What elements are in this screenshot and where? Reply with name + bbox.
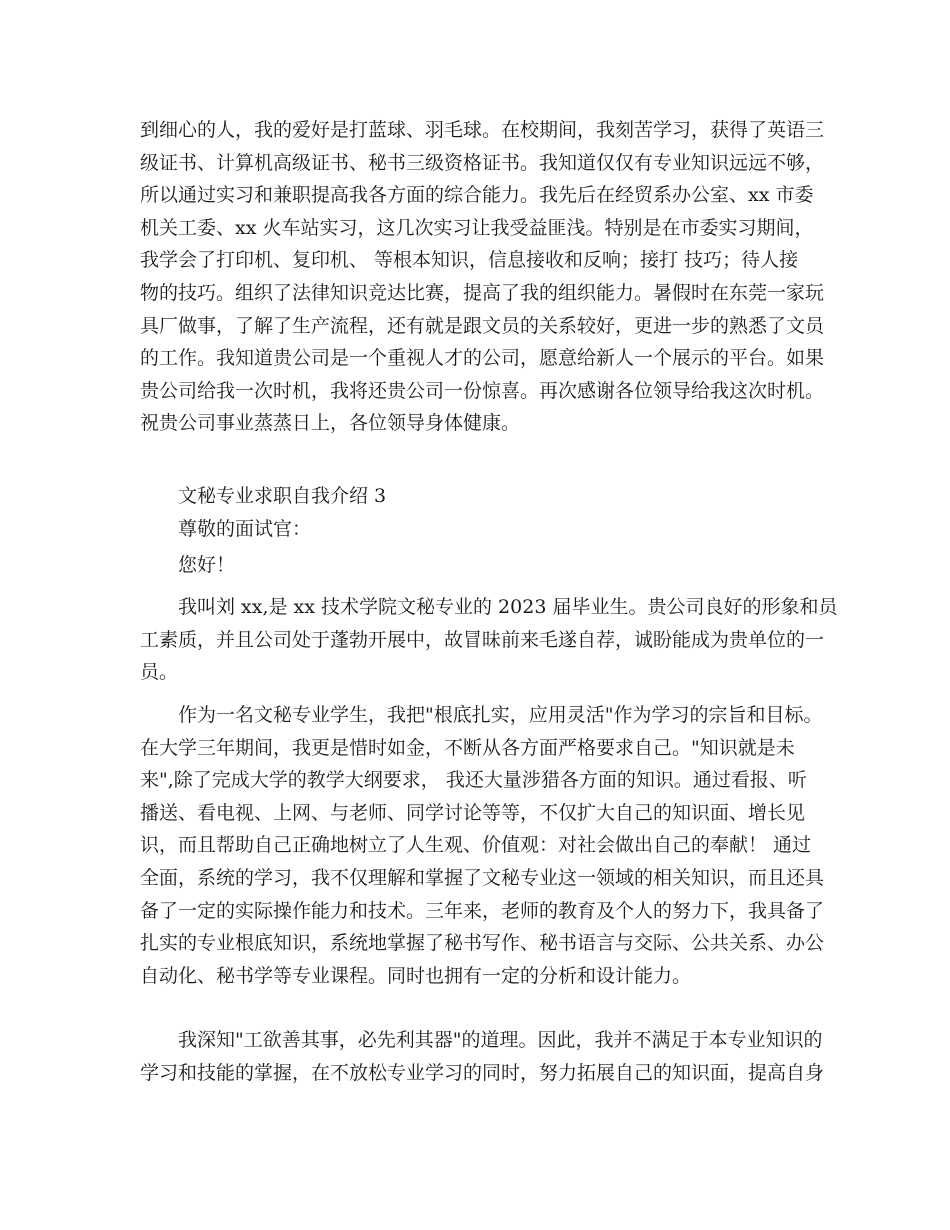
paragraph-continuation: [140, 115, 825, 441]
text-line: 全面，系统的学习，我不仅理解和掌握了文秘专业这一领域的相关知识，而且还具: [140, 866, 825, 889]
salutation: [140, 514, 820, 547]
section-heading: [140, 481, 820, 514]
text-line: 的工作。我知道贵公司是一个重视人才的公司，愿意给新人一个展示的平台。如果: [140, 347, 825, 370]
text-line: 尊敬的面试官：: [178, 518, 312, 540]
text-line: 所以通过实习和兼职提高我各方面的综合能力。我先后在经贸系办公室、xx 市委: [140, 184, 814, 207]
text-line: 工素质，并且公司处于蓬勃开展中，故冒昧前来毛遂自荐，诚盼能成为贵单位的一: [140, 628, 825, 651]
text-line: 我叫刘 xx,是 xx 技术学院文秘专业的 2023 届毕业生。贵公司良好的形象和员: [178, 596, 838, 618]
text-line: 文秘专业求职自我介绍 3: [178, 485, 387, 507]
text-line: 播送、看电视、上网、与老师、同学讨论等等，不仅扩大自己的知识面、增长见: [140, 801, 806, 824]
text-line: 物的技巧。组织了法律知识竞达比赛，提高了我的组织能力。暑假时在东莞一家玩: [140, 281, 825, 304]
text-line: 备了一定的实际操作能力和技术。三年来，老师的教育及个人的努力下，我具备了: [140, 899, 825, 922]
text-line: 机关工委、xx 火车站实习，这几次实习让我受益匪浅。特别是在市委实习期间，: [140, 216, 814, 239]
text-line: 具厂做事，了解了生产流程，还有就是跟文员的关系较好，更进一步的熟悉了文员: [140, 314, 825, 337]
paragraph-study: [140, 700, 825, 993]
text-line: 贵公司给我一次时机，我将还贵公司一份惊喜。再次感谢各位领导给我这次时机。: [140, 379, 825, 402]
text-line: 作为一名文秘专业学生，我把"根底扎实，应用灵活"作为学习的宗旨和目标。: [178, 704, 823, 726]
text-line: 自动化、秘书学等专业课程。同时也拥有一定的分析和设计能力。: [140, 964, 692, 987]
text-line: 识，而且帮助自己正确地树立了人生观、价值观：对社会做出自己的奉献！ 通过: [140, 834, 812, 857]
text-line: 员。: [140, 661, 179, 684]
text-line: 扎实的专业根底知识，系统地掌握了秘书写作、秘书语言与交际、公共关系、办公: [140, 932, 825, 955]
text-line: 来",除了完成大学的教学大纲要求， 我还大量涉猎各方面的知识。通过看报、听: [140, 769, 807, 792]
text-line: 级证书、计算机高级证书、秘书三级资格证书。我知道仅仅有专业知识远远不够，: [140, 151, 825, 174]
text-line: 到细心的人，我的爱好是打蓝球、羽毛球。在校期间，我刻苦学习，获得了英语三: [140, 119, 825, 141]
text-line: 您好！: [178, 554, 236, 576]
text-line: 学习和技能的掌握，在不放松专业学习的同时，努力拓展自己的知识面，提高自身: [140, 1061, 825, 1084]
paragraph-intro: [140, 592, 838, 690]
text-line: 我深知"工欲善其事，必先利其器"的道理。因此，我并不满足于本专业知识的: [178, 1029, 823, 1051]
text-line: 我学会了打印机、复印机、 等根本知识，信息接收和反响；接打 技巧；待人接: [140, 249, 799, 272]
text-line: 在大学三年期间，我更是惜时如金，不断从各方面严格要求自己。"知识就是未: [140, 736, 795, 759]
greeting: [140, 550, 820, 583]
text-line: 祝贵公司事业蒸蒸日上，各位领导身体健康。: [140, 412, 521, 435]
paragraph-skills: [140, 1025, 825, 1090]
